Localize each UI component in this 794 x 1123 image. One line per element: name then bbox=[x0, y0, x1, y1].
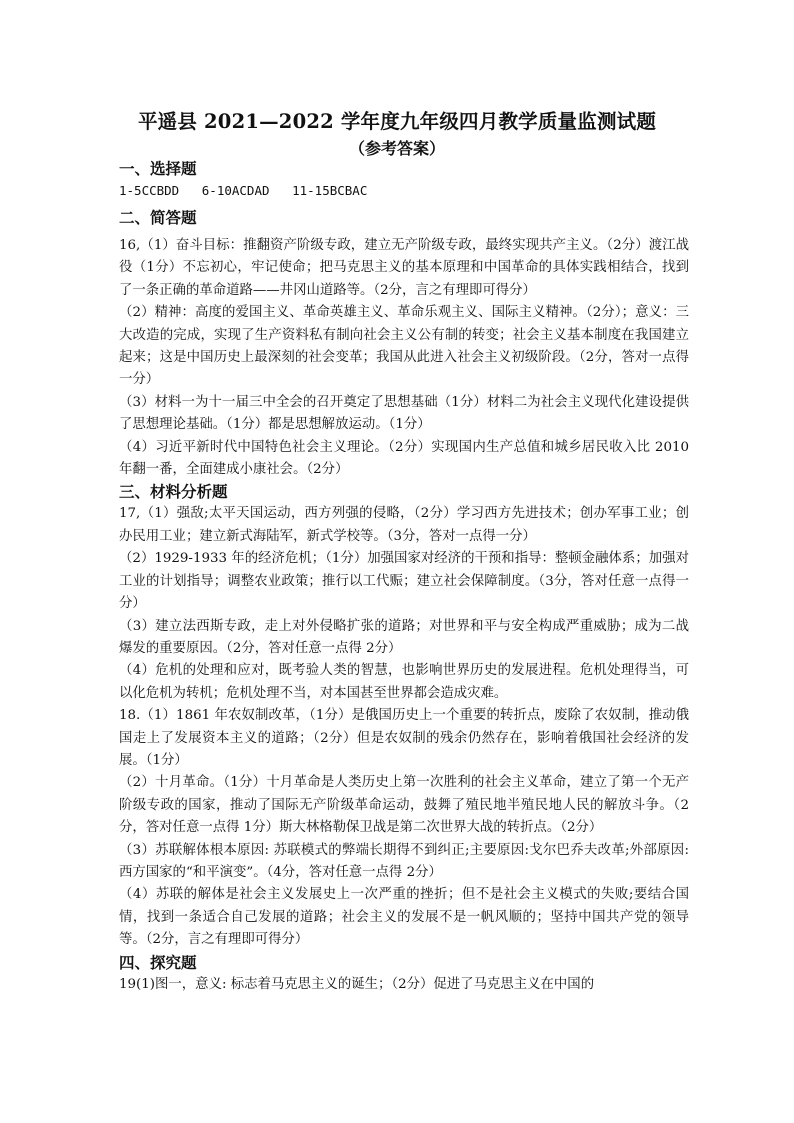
section-heading: 三、材料分析题 bbox=[119, 482, 228, 502]
document-body bbox=[119, 158, 689, 996]
answer-paragraph: 18.（1）1861 年农奴制改革，（1分）是俄国历史上一个重要的转折点，废除了农奴制，推动俄国走上了发展资本主义的道路；（2分）但是农奴制的残余仍然存在，影响着俄国社会经济的发展。（1分） bbox=[119, 708, 689, 768]
section-heading: 四、探究题 bbox=[119, 952, 197, 972]
page-subtitle: （参考答案） bbox=[348, 139, 445, 158]
answer-paragraph: 19(1)图一，意义: 标志着马克思主义的诞生；（2分）促进了马克思主义在中国的 bbox=[119, 976, 595, 992]
answer-paragraph: （3）建立法西斯专政，走上对外侵略扩张的道路；对世界和平与安全构成严重威胁；成为二战爆发的重要原因。（2分，答对任意一点得 2分） bbox=[119, 618, 689, 656]
section-short-answer bbox=[119, 207, 689, 481]
answer-paragraph: （3）材料一为十一届三中全会的召开奠定了思想基础（1分）材料二为社会主义现代化建设提供了思想理论基础。（1分）都是思想解放运动。（1分） bbox=[119, 394, 689, 433]
answer-paragraph: （4）苏联的解体是社会主义发展史上一次严重的挫折；但不是社会主义模式的失败;要结合国情，找到一条适合自己发展的道路；社会主义的发展不是一帆风顺的；坚持中国共产党的领导等。（2分，言之有理即可得分） bbox=[119, 887, 689, 948]
answer-paragraph: （3）苏联解体根本原因: 苏联模式的弊端长期得不到纠正;主要原因:戈尔巴乔夫改革;外部原因:西方国家的“和平演变”。（4分，答对任意一点得 2分） bbox=[119, 842, 689, 880]
section-heading: 一、选择题 bbox=[119, 159, 197, 178]
answer-paragraph: （2）1929-1933 年的经济危机；（1分）加强国家对经济的干预和指导：整顿金融体系；加强对工业的计划指导；调整农业政策；推行以工代赈；建立社会保障制度。（3分，答对任意一点得一分） bbox=[119, 551, 689, 612]
choice-answers: 1-5CCBDD 6-10ACDAD 11-15BCBAC bbox=[119, 183, 368, 198]
answer-paragraph: （2）精神：高度的爱国主义、革命英雄主义、革命乐观主义、国际主义精神。（2分）；意义：三大改造的完成，实现了生产资料私有制向社会主义公有制的转变；社会主义基本制度在我国建立起来；这是中国历史上最深刻的社会变革；我国从此进入社会主义初级阶段。（2分，答对一点得一分） bbox=[119, 305, 689, 388]
section-material-analysis bbox=[119, 481, 689, 951]
section-inquiry bbox=[119, 952, 689, 996]
answer-paragraph: （4）危机的处理和应对，既考验人类的智慧，也影响世界历史的发展进程。危机处理得当，可以化危机为转机；危机处理不当，对本国甚至世界都会造成灾难。 bbox=[119, 663, 689, 701]
section-heading: 二、简答题 bbox=[119, 208, 197, 227]
answer-paragraph: （2）十月革命。（1分）十月革命是人类历史上第一次胜利的社会主义革命，建立了第一个无产阶级专政的国家，推动了国际无产阶级革命运动，鼓舞了殖民地半殖民地人民的解放斗争。（2分，答对任意一点得 1分）斯大林格勒保卫战是第二次世界大战的转折点。（2分） bbox=[119, 775, 689, 836]
answer-paragraph: 16,（1）奋斗目标：推翻资产阶级专政，建立无产阶级专政，最终实现共产主义。（2分）渡江战役（1分）不忘初心，牢记使命；把马克思主义的基本原理和中国革命的具体实践相结合，找到了一条正确的革命道路——井冈山道路等。（2分，言之有理即可得分） bbox=[119, 238, 689, 298]
page-title: 平遥县 2021—2022 学年度九年级四月教学质量监测试题 bbox=[137, 110, 657, 133]
answer-paragraph: 17,（1）强敌;太平天国运动，西方列强的侵略，（2分）学习西方先进技术；创办军事工业；创办民用工业；建立新式海陆军，新式学校等。（3分，答对一点得一分） bbox=[119, 506, 689, 544]
answer-paragraph: （4）习近平新时代中国特色社会主义理论。（2分）实现国内生产总值和城乡居民收入比 2010 年翻一番，全面建成小康社会。（2分） bbox=[119, 439, 689, 478]
section-choice bbox=[119, 158, 689, 202]
